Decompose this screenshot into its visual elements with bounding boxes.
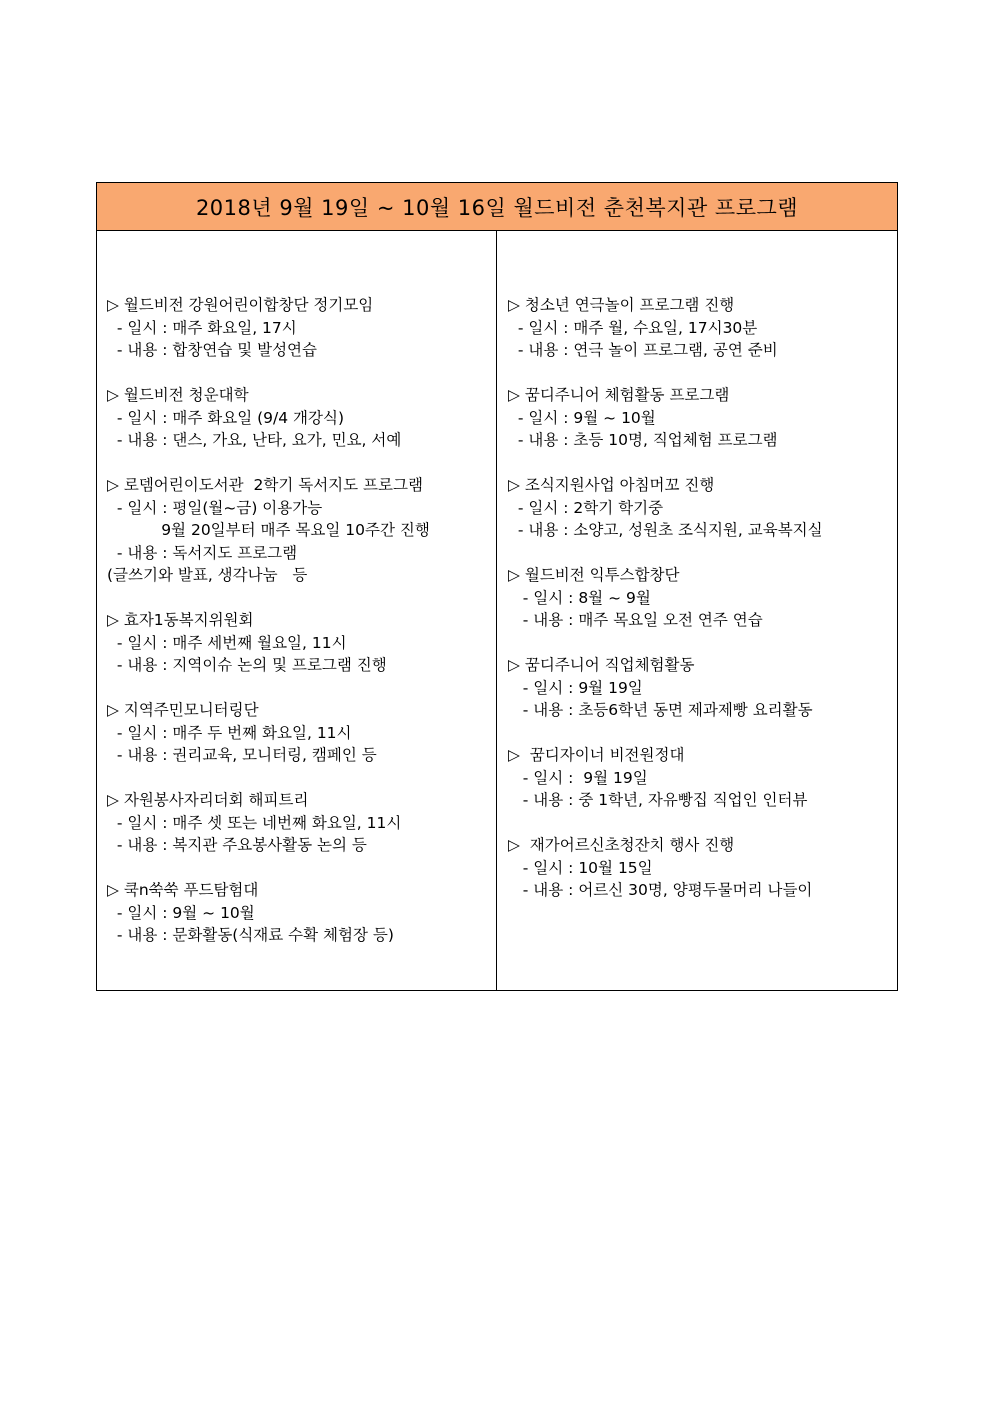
program-detail: - 일시 : 평일(월~금) 이용가능 <box>107 498 323 517</box>
program-detail: - 내용 : 복지관 주요봉사활동 논의 등 <box>107 836 367 854</box>
program-detail: - 내용 : 초등6학년 동면 제과제빵 요리활동 <box>508 701 813 719</box>
program-table <box>96 182 898 991</box>
spacer <box>107 857 496 880</box>
program-detail: - 내용 : 독서지도 프로그램 <box>107 543 298 562</box>
spacer <box>508 812 897 835</box>
spacer <box>107 452 496 475</box>
program-heading: ▷ 로뎀어린이도서관 2학기 독서지도 프로그램 <box>107 476 423 494</box>
spacer <box>508 542 897 565</box>
program-detail: - 일시 : 2학기 학기중 <box>508 498 664 517</box>
program-detail: - 일시 : 10월 15일 <box>508 858 653 877</box>
program-detail: - 일시 : 매주 두 번째 화요일, 11시 <box>107 723 352 742</box>
program-heading: ▷ 조식지원사업 아침머꼬 진행 <box>508 476 715 494</box>
table-title: 2018년 9월 19일 ~ 10월 16일 월드비전 춘천복지관 프로그램 <box>97 183 897 231</box>
program-detail: 9월 20일부터 매주 목요일 10주간 진행 <box>107 521 430 539</box>
program-detail: (글쓰기와 발표, 생각나눔 등 <box>107 566 308 584</box>
program-heading: ▷ 꿈디주니어 체험활동 프로그램 <box>508 386 730 404</box>
program-heading: ▷ 재가어르신초청잔치 행사 진행 <box>508 836 735 854</box>
program-heading: ▷ 꿈디주니어 직업체험활동 <box>508 656 695 674</box>
program-detail: - 일시 : 9월 ~ 10월 <box>107 903 255 922</box>
program-detail: - 내용 : 문화활동(식재료 수확 체험장 등) <box>107 926 394 944</box>
program-detail: - 내용 : 소양고, 성원초 조식지원, 교육복지실 <box>508 521 823 539</box>
spacer <box>508 362 897 385</box>
program-detail: - 내용 : 댄스, 가요, 난타, 요가, 민요, 서예 <box>107 431 402 449</box>
program-detail: - 내용 : 연극 놀이 프로그램, 공연 준비 <box>508 341 778 359</box>
program-detail: - 일시 : 9월 ~ 10월 <box>508 408 656 427</box>
right-column <box>497 231 897 990</box>
program-heading: ▷ 꿈디자이너 비전원정대 <box>508 746 685 764</box>
program-detail: - 일시 : 매주 월, 수요일, 17시30분 <box>508 318 758 337</box>
program-heading: ▷ 월드비전 청운대학 <box>107 386 249 404</box>
program-heading: ▷ 지역주민모니터링단 <box>107 701 259 719</box>
program-detail: - 내용 : 권리교육, 모니터링, 캠페인 등 <box>107 746 377 764</box>
spacer <box>508 452 897 475</box>
spacer <box>508 632 897 655</box>
program-detail: - 일시 : 매주 세번째 월요일, 11시 <box>107 633 347 652</box>
table-body <box>97 231 897 990</box>
program-detail: - 일시 : 매주 화요일, 17시 <box>107 318 297 337</box>
program-detail: - 일시 : 매주 셋 또는 네번째 화요일, 11시 <box>107 813 402 832</box>
spacer <box>107 587 496 610</box>
program-detail: - 내용 : 초등 10명, 직업체험 프로그램 <box>508 431 778 449</box>
program-heading: ▷ 자원봉사자리더회 해피트리 <box>107 791 309 809</box>
left-column <box>97 231 497 990</box>
program-detail: - 내용 : 지역이슈 논의 및 프로그램 진행 <box>107 656 387 674</box>
program-heading: ▷ 청소년 연극놀이 프로그램 진행 <box>508 296 735 314</box>
spacer <box>107 767 496 790</box>
program-heading: ▷ 월드비전 강원어린이합창단 정기모임 <box>107 296 374 314</box>
program-detail: - 내용 : 매주 목요일 오전 연주 연습 <box>508 611 763 629</box>
spacer <box>107 677 496 700</box>
program-detail: - 내용 : 어르신 30명, 양평두물머리 나들이 <box>508 881 813 899</box>
program-detail: - 일시 : 9월 19일 <box>508 768 648 787</box>
program-detail: - 일시 : 8월 ~ 9월 <box>508 588 651 607</box>
spacer <box>508 722 897 745</box>
program-detail: - 내용 : 합창연습 및 발성연습 <box>107 341 318 359</box>
program-detail: - 일시 : 매주 화요일 (9/4 개강식) <box>107 408 345 427</box>
program-detail: - 일시 : 9월 19일 <box>508 678 643 697</box>
program-detail: - 내용 : 중 1학년, 자유빵집 직업인 인터뷰 <box>508 791 808 809</box>
program-heading: ▷ 효자1동복지위원회 <box>107 611 254 629</box>
program-heading: ▷ 월드비전 익투스합창단 <box>508 566 680 584</box>
program-heading: ▷ 쿡n쑥쑥 푸드탐험대 <box>107 881 259 899</box>
spacer <box>107 362 496 385</box>
